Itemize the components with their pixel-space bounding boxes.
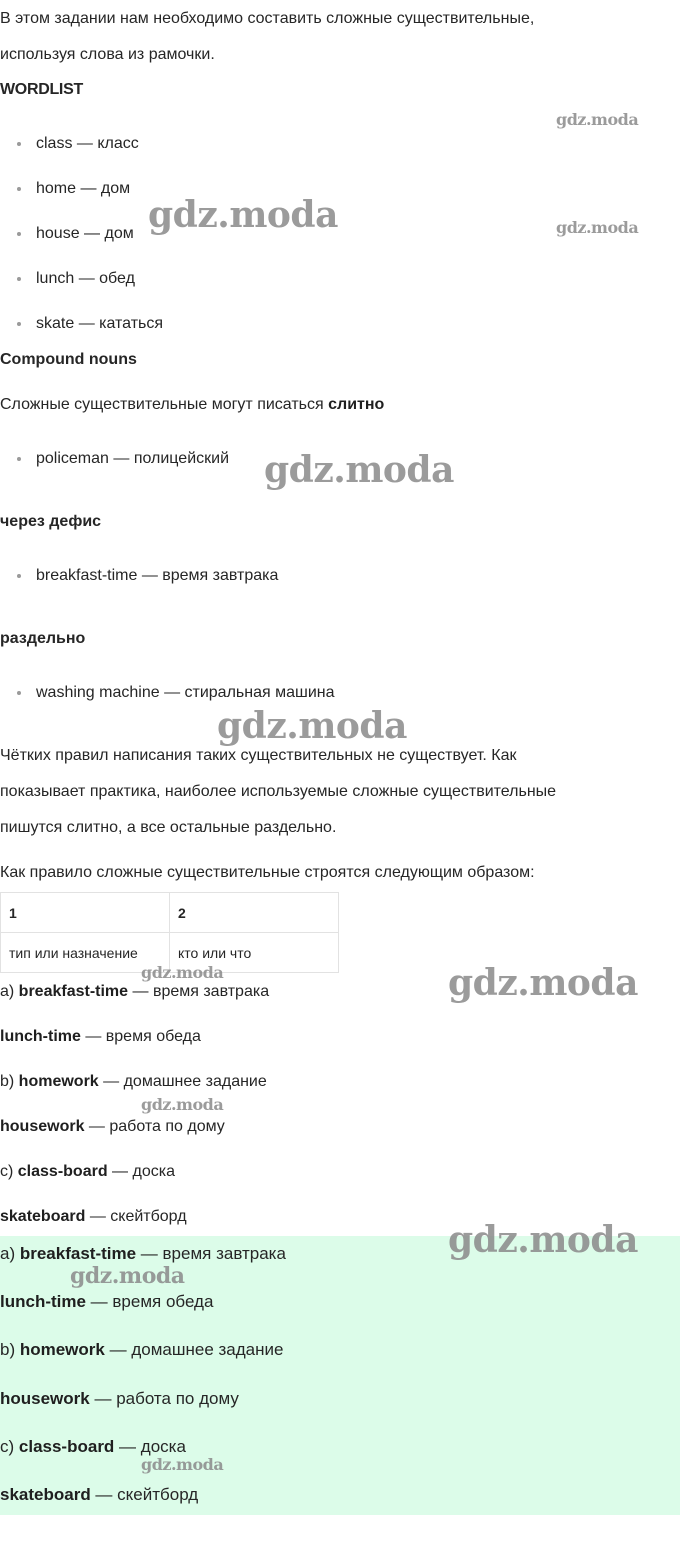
example-line: b) homework — домашнее задание: [0, 1073, 267, 1090]
answer-line: lunch-time — время обеда: [0, 1292, 214, 1311]
answer-line: a) breakfast-time — время завтрака: [0, 1244, 286, 1263]
watermark-logo: gdz.moda: [448, 962, 638, 1004]
solid-rule: Сложные существительные могут писаться слитно: [0, 396, 385, 413]
intro-line-1: В этом задании нам необходимо составить сложные существительные,: [0, 10, 535, 27]
bullet-icon: [17, 457, 21, 461]
table-cell: тип или назначение: [1, 933, 170, 973]
table-header-cell: 1: [1, 893, 170, 933]
bullet-icon: [17, 574, 21, 578]
watermark-logo: gdz.moda: [141, 963, 224, 982]
watermark-logo: gdz.moda: [141, 1095, 224, 1114]
table-cell: кто или что: [170, 933, 339, 973]
watermark-logo: gdz.moda: [217, 705, 407, 747]
rules-line-2: показывает практика, наиболее используемые сложные существительные: [0, 783, 557, 800]
watermark-logo: gdz.moda: [264, 449, 454, 491]
example-line: skateboard — скейтборд: [0, 1208, 187, 1225]
example-line: housework — работа по дому: [0, 1118, 225, 1135]
example-line: a) breakfast-time — время завтрака: [0, 983, 270, 1000]
watermark-logo: gdz.moda: [70, 1263, 185, 1289]
example-line: c) class-board — доска: [0, 1163, 175, 1180]
bullet-icon: [17, 187, 21, 191]
separate-title: раздельно: [0, 630, 86, 647]
answer-line: c) class-board — доска: [0, 1437, 186, 1456]
compound-title: Compound nouns: [0, 351, 137, 368]
rules-line-1: Чётких правил написания таких существительных не существует. Как: [0, 747, 517, 764]
watermark-logo: gdz.moda: [448, 1219, 638, 1261]
intro-line-2: используя слова из рамочки.: [0, 46, 215, 63]
watermark-logo: gdz.moda: [148, 194, 338, 236]
answer-line: housework — работа по дому: [0, 1389, 239, 1408]
bullet-icon: [17, 277, 21, 281]
bullet-icon: [17, 691, 21, 695]
watermark-logo: gdz.moda: [556, 218, 639, 237]
wordlist-title: WORDLIST: [0, 81, 83, 98]
answer-line: b) homework — домашнее задание: [0, 1340, 284, 1359]
table-header-cell: 2: [170, 893, 339, 933]
structure-table: [0, 892, 339, 973]
rules-line-3: пишутся слитно, а все остальные раздельно.: [0, 819, 337, 836]
hyphen-title: через дефис: [0, 513, 102, 530]
watermark-logo: gdz.moda: [556, 110, 639, 129]
example-line: lunch-time — время обеда: [0, 1028, 201, 1045]
rules-line-4: Как правило сложные существительные строятся следующим образом:: [0, 864, 535, 881]
bullet-icon: [17, 142, 21, 146]
bullet-icon: [17, 232, 21, 236]
bullet-icon: [17, 322, 21, 326]
answer-line: skateboard — скейтборд: [0, 1485, 199, 1504]
watermark-logo: gdz.moda: [141, 1455, 224, 1474]
table-header-row: [1, 893, 339, 933]
